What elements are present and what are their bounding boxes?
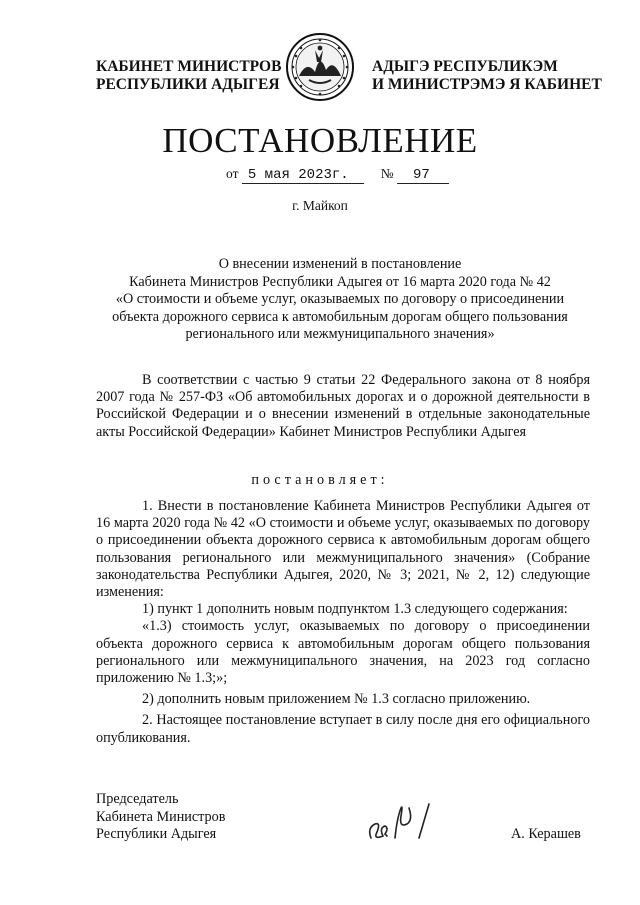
header-right-line-2: И МИНИСТРЭМЭ Я КАБИНЕТ (372, 76, 602, 93)
from-label: от (226, 166, 239, 181)
item-1-1: 1) пункт 1 дополнить новым подпунктом 1.3 следующего содержания: (142, 601, 568, 618)
item-1-1-text: «1.3) стоимость услуг, оказываемых по договору о присоединении объекта дорожного сервиса к автомобильным дорогам общего пользования регионального или межмуниципального значения, на 2023 год согласно приложению № 1.3;»; (96, 618, 590, 687)
position-line-1: Председатель (96, 791, 179, 807)
item-1-2: 2) дополнить новым приложением № 1.3 согласно приложению. (142, 691, 531, 708)
number-label: № (380, 166, 394, 181)
subject-line-1: О внесении изменений в постановление (218, 256, 462, 272)
position-line-3: Республики Адыгея (96, 826, 217, 842)
preamble-paragraph: В соответствии с частью 9 статьи 22 Федерального закона от 8 ноября 2007 года № 257-ФЗ «Об автомобильных дорогах и о дорожной деятельности в Российской Федерации и о внесении изменений в отдельные законодательные акты Российской Федерации» Кабинет Министров Республики Адыгея (96, 372, 590, 440)
header-right-line-1: АДЫГЭ РЕСПУБЛИКЭМ (372, 58, 558, 75)
signatory-name: А. Керашев (511, 826, 581, 842)
header-left-line-1: КАБИНЕТ МИНИСТРОВ (96, 58, 282, 75)
signatory-position (96, 791, 225, 844)
item-1: 1. Внести в постановление Кабинета Министров Республики Адыгея от 16 марта 2020 года № 42 «О стоимости и объеме услуг, оказываемых по договору о присоединении объекта дорожного сервиса к автомобильным дорогам общего пользования регионального или межмуниципального значения» (Собрание законодательства Республики Адыгея, 2020, № 3; 2021, № 2, 12) следующие изменения: (96, 498, 590, 601)
date-number-line (226, 166, 449, 184)
position-line-2: Кабинета Министров (96, 808, 226, 825)
coat-of-arms-icon (285, 32, 355, 102)
subject-line-3: «О стоимости и объеме услуг, оказываемых по договору о присоединении (115, 291, 565, 307)
item-2: 2. Настоящее постановление вступает в силу после дня его официального опубликования. (96, 712, 590, 746)
header-right (372, 58, 602, 94)
number-field: 97 (397, 167, 449, 184)
decree-items (96, 498, 590, 751)
subject-heading (90, 256, 590, 344)
header-left (96, 58, 281, 94)
decree-word: постановляет: (251, 472, 389, 488)
subject-line-2: Кабинета Министров Республики Адыгея от 16 марта 2020 года № 42 (129, 273, 551, 290)
handwritten-signature (363, 798, 433, 843)
document-title: ПОСТАНОВЛЕНИЕ (162, 121, 478, 160)
city: г. Майкоп (292, 198, 348, 213)
subject-line-4: объекта дорожного сервиса к автомобильным дорогам общего пользования (112, 308, 568, 325)
date-field: 5 мая 2023г. (242, 167, 364, 184)
header-left-line-2: РЕСПУБЛИКИ АДЫГЕЯ (96, 76, 280, 93)
subject-line-5: регионального или межмуниципального значения» (185, 326, 495, 342)
